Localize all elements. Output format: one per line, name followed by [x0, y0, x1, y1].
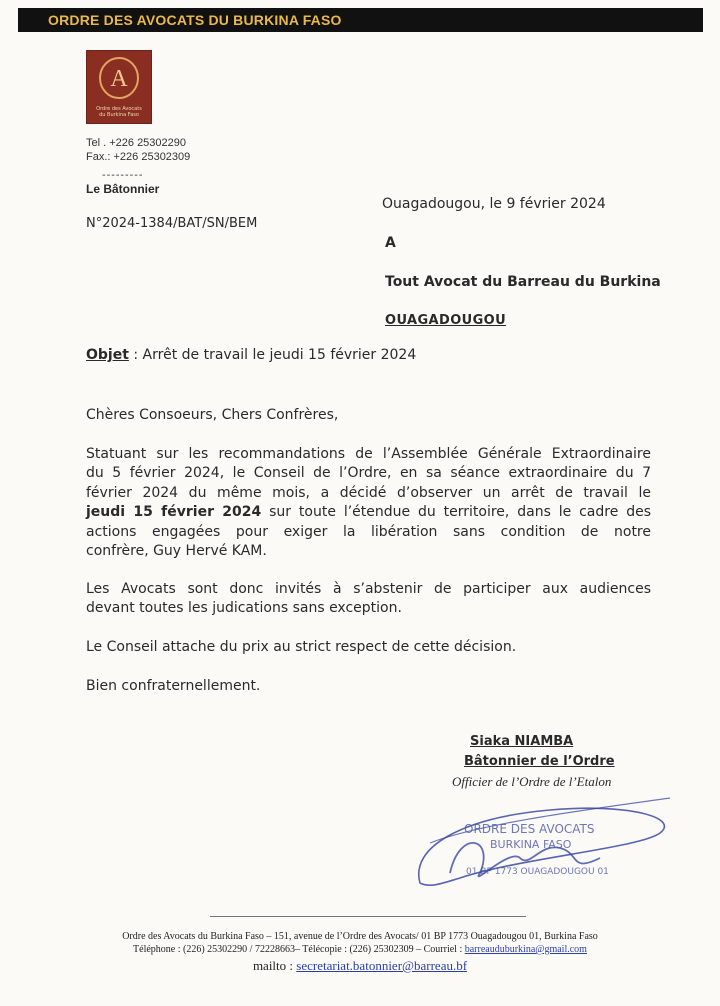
paragraph-line: confrère, Guy Hervé KAM.: [86, 543, 267, 560]
paragraph-invitation: [86, 580, 651, 619]
secretariat-email-link[interactable]: secretariat.batonnier@barreau.bf: [296, 958, 468, 973]
subject-separator: :: [128, 347, 143, 363]
footer-phones-text: Téléphone : (226) 25302290 / 72228663– Télécopie : (226) 25302309 – Courriel :: [133, 944, 465, 955]
sender-role: Le Bâtonnier: [86, 182, 160, 196]
bar-association-logo: [86, 50, 152, 124]
stamp-text-2: BURKINA FASO: [490, 838, 572, 851]
signatory-title: Bâtonnier de l’Ordre: [464, 754, 615, 769]
paragraph-line: du 5 février 2024, le Conseil de l’Ordre, en sa séance extraordinaire du 7: [86, 465, 651, 482]
paragraph-respect: Le Conseil attache du prix au strict respect de cette décision.: [86, 639, 517, 655]
signatory-name: Siaka NIAMBA: [470, 734, 574, 749]
addressee-prefix: A: [385, 235, 396, 251]
strike-date: jeudi 15 février 2024: [86, 504, 262, 521]
letterhead-banner: [18, 8, 703, 32]
letter-date: Ouagadougou, le 9 février 2024: [382, 196, 606, 212]
footer-divider: [210, 916, 526, 917]
svg-text:A: A: [110, 66, 128, 92]
logo-caption-1: Ordre des Avocats: [96, 106, 142, 112]
mailto-label: mailto :: [252, 958, 297, 973]
separator-dashes: ---------: [102, 170, 144, 181]
addressee: Tout Avocat du Barreau du Burkina: [385, 274, 661, 290]
paragraph-fragment: sur toute l’étendue du territoire, dans le cadre des: [261, 504, 652, 521]
organization-name: ORDRE DES AVOCATS DU BURKINA FASO: [48, 12, 342, 28]
footer-mailto: [0, 958, 720, 974]
subject-line: [86, 347, 416, 363]
paragraph-line: Les Avocats sont donc invités à s’abstenir de participer aux audiences: [86, 581, 651, 597]
paragraph-line: devant toutes les judications sans exception.: [86, 600, 402, 617]
stamp-text-3: 01 BP 1773 OUAGADOUGOU 01: [466, 867, 609, 877]
paragraph-line: Statuant sur les recommandations de l’Assemblée Générale Extraordinaire: [86, 446, 651, 462]
paragraph-line: février 2024 du même mois, a décidé d’observer un arrêt de travail le: [86, 484, 651, 501]
paragraph-decision: [86, 445, 651, 561]
logo-caption-2: du Burkina Faso: [99, 112, 139, 118]
stamp-text-1: ORDRE DES AVOCATS: [464, 822, 595, 836]
logo-emblem-icon: [87, 51, 151, 107]
salutation: Chères Consoeurs, Chers Confrères,: [86, 407, 339, 423]
official-stamp-and-signature: [400, 788, 680, 898]
closing: Bien confraternellement.: [86, 678, 261, 694]
footer-phones: [0, 944, 720, 955]
subject-label: Objet: [86, 347, 129, 363]
telephone: Tel . +226 25302290: [86, 137, 187, 149]
subject-text: Arrêt de travail le jeudi 15 février 2024: [142, 347, 417, 363]
fax: Fax.: +226 25302309: [86, 151, 191, 163]
signatory-distinction: Officier de l’Ordre de l’Etalon: [452, 774, 612, 789]
footer-address: Ordre des Avocats du Burkina Faso – 151, avenue de l’Ordre des Avocats/ 01 BP 1773 Ouagadougou 01, Burkina Faso: [122, 931, 598, 942]
paragraph-line: [86, 503, 651, 522]
addressee-city: OUAGADOUGOU: [385, 313, 507, 328]
reference-number: N°2024-1384/BAT/SN/BEM: [86, 216, 258, 231]
email-link[interactable]: barreauduburkina@gmail.com: [464, 944, 587, 955]
paragraph-line: actions engagées pour exiger la libération sans condition de notre: [86, 523, 651, 540]
